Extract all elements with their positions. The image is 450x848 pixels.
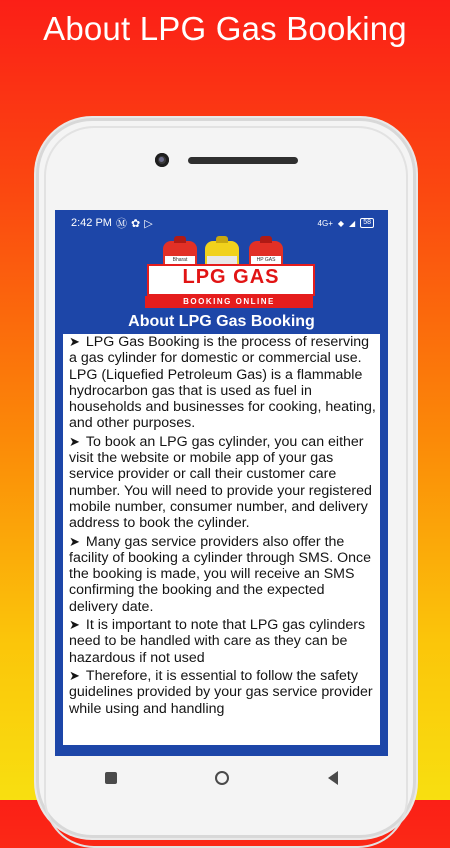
back-triangle-icon <box>328 771 338 785</box>
front-camera <box>155 153 169 167</box>
square-icon <box>105 772 117 784</box>
section-title: About LPG Gas Booking <box>63 310 380 334</box>
promo-title: About LPG Gas Booking <box>43 10 407 47</box>
status-time: 2:42 PM <box>71 217 112 229</box>
logo-main-text: LPG GAS <box>182 266 280 288</box>
play-icon: ▷ <box>144 217 153 230</box>
cylinder-label-bharat: Bharat <box>165 256 195 265</box>
content-panel[interactable] <box>63 310 380 745</box>
circle-icon <box>215 771 229 785</box>
earpiece-speaker <box>188 157 298 164</box>
recents-button[interactable] <box>102 769 120 787</box>
system-nav-bar <box>55 756 388 800</box>
bullet-icon: ➤ <box>69 533 80 549</box>
phone-screen <box>55 210 388 800</box>
bullet-icon: ➤ <box>69 334 80 349</box>
paragraph-5: ➤ Therefore, it is essential to follow the safety guidelines provided by your gas service provider while using and handling <box>69 667 373 717</box>
paragraph-2: ➤ To book an LPG gas cylinder, you can either visit the website or mobile app of your gas service provider or call their customer care number. You will need to provide your registered mobile number, consumer number, and delivery address to book the cylinder. <box>69 433 372 532</box>
logo-sub-text: BOOKING ONLINE <box>145 296 313 308</box>
status-bar <box>55 210 388 236</box>
battery-icon: 58 <box>360 218 374 228</box>
settings-icon: ✿ <box>130 217 141 230</box>
bullet-icon: ➤ <box>69 667 80 683</box>
wifi-icon: ◆ <box>337 218 345 228</box>
cylinder-label-hp: HP GAS <box>251 256 281 265</box>
network-label: 4G+ <box>317 218 333 228</box>
bullet-icon: ➤ <box>69 433 80 449</box>
home-button[interactable] <box>213 769 231 787</box>
app-logo <box>147 264 315 296</box>
m-icon: Ⓜ <box>115 218 127 230</box>
paragraph-1: ➤ LPG Gas Booking is the process of reserving a gas cylinder for domestic or commercial use. LPG (Liquefied Petroleum Gas) is a flammable hydrocarbon gas that is used as fuel in households and businesses for cooking, heating, and other purposes. <box>69 334 376 432</box>
paragraph-4: ➤ It is important to note that LPG gas cylinders need to be handled with care as they can be hazardous if not used <box>69 617 366 666</box>
back-button[interactable] <box>324 769 342 787</box>
signal-icon: ◢ <box>349 218 356 228</box>
bullet-icon: ➤ <box>69 617 80 633</box>
paragraph-3: ➤ Many gas service providers also offer the facility of booking a cylinder through SMS. Once the booking is made, you will receive an SMS confirming the booking and the expected delivery date. <box>69 533 372 615</box>
